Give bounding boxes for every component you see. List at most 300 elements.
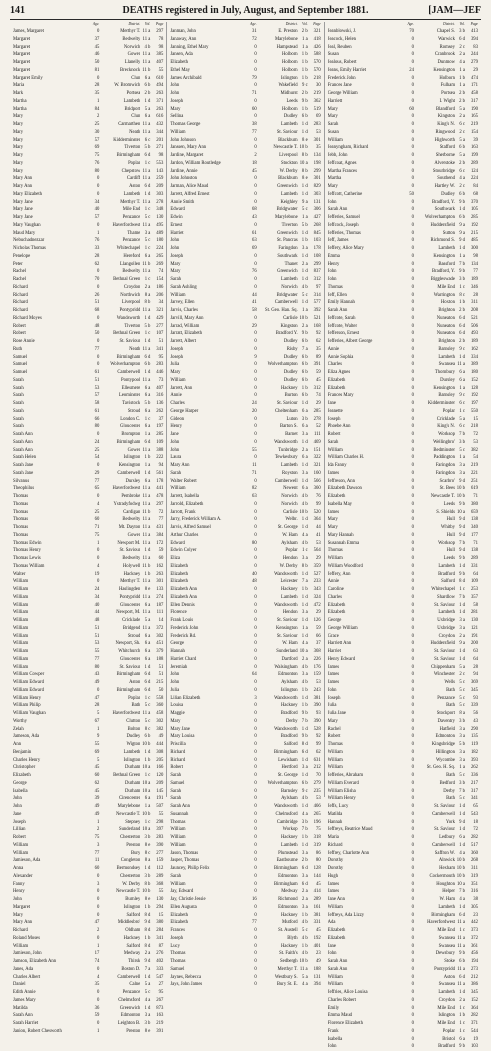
entry-age: 0	[254, 315, 257, 321]
entry-volume: 1 d	[301, 571, 308, 577]
entry-page: 380	[156, 920, 164, 926]
entry-district: Durham	[124, 780, 141, 786]
entry-page: 58	[473, 602, 478, 608]
entry-age: 0	[254, 346, 257, 352]
entry-page: 444	[156, 742, 164, 747]
register-entry	[170, 354, 320, 362]
entry-age: 0	[411, 91, 414, 96]
register-entry	[13, 547, 163, 555]
entry-volume: 8 c	[144, 850, 151, 856]
entry-page: 284	[156, 928, 164, 933]
entry-name: Maria	[13, 83, 25, 89]
entry-page: 201	[156, 137, 164, 143]
entry-page: 521	[470, 315, 478, 321]
entry-district: Norwich	[123, 44, 141, 50]
entry-name: Joseph	[170, 253, 184, 259]
entry-district: S. Shields	[436, 509, 455, 515]
entry-age: 0	[411, 687, 414, 693]
entry-district: Greenwich	[119, 1005, 141, 1011]
entry-volume: 1 c	[144, 207, 151, 213]
entry-district: Leeds	[286, 98, 298, 104]
entry-volume: 1 d	[301, 842, 308, 848]
register-entry	[170, 578, 320, 586]
entry-page: 27	[158, 982, 164, 988]
entry-name: John Johnston	[170, 176, 198, 182]
entry-age: 69	[251, 246, 257, 251]
entry-volume: 5 c	[459, 703, 465, 709]
entry-district: W. Derby	[279, 563, 298, 569]
entry-district: W. Ham	[282, 532, 298, 538]
entry-age: 4	[96, 501, 100, 507]
entry-district: Newport, Sh.	[115, 641, 141, 647]
register-entry	[328, 268, 478, 276]
entry-name: Jamieson, Ada	[13, 858, 41, 864]
entry-volume: 5 a	[459, 106, 465, 112]
entry-district: Daventry	[437, 718, 455, 724]
entry-age: 0	[254, 835, 257, 840]
entry-volume: 2 a	[459, 52, 465, 58]
register-entry	[170, 850, 320, 858]
entry-name: Elizabeth	[170, 579, 189, 585]
entry-district: Southend	[437, 176, 455, 182]
entry-age: 63	[251, 494, 257, 499]
entry-age: 0	[254, 199, 257, 205]
register-entry	[328, 299, 478, 307]
entry-name: Sarah Jane	[13, 463, 34, 468]
entry-page: 290	[470, 726, 478, 732]
entry-name: Thomas William	[13, 563, 45, 569]
entry-volume: 11 a	[142, 269, 151, 275]
entry-volume: 9 c	[302, 788, 308, 794]
entry-volume: 11 a	[142, 711, 151, 716]
entry-volume: 4 b	[301, 796, 308, 802]
entry-volume: 11 a	[142, 176, 151, 182]
entry-volume: 1 a	[144, 463, 151, 468]
entry-district: Liverpool	[279, 153, 298, 158]
entry-district: Merthyr T.	[120, 29, 141, 34]
entry-age: 0	[254, 757, 257, 763]
entry-district: Dewsbury	[435, 951, 455, 957]
entry-district: W. Ham	[439, 897, 455, 902]
register-entry	[13, 90, 163, 98]
entry-page: 198	[313, 160, 321, 166]
entry-volume: 8 e	[144, 897, 151, 902]
register-entry	[170, 671, 320, 679]
register-entry	[328, 834, 478, 842]
register-columns	[10, 22, 481, 1050]
entry-district: Bradford	[280, 734, 298, 740]
entry-name: Charles Robert	[327, 997, 356, 1003]
entry-age: 80	[94, 168, 100, 174]
entry-page: 382	[156, 726, 164, 732]
entry-age: 79	[251, 75, 257, 81]
entry-district: Richmond	[278, 897, 298, 902]
entry-district: Hackney	[280, 912, 298, 918]
entry-district: Camberwell	[274, 300, 298, 306]
entry-age: 39	[94, 796, 100, 802]
entry-page: 233	[313, 579, 321, 585]
register-entry	[170, 764, 320, 772]
entry-volume: 2 b	[301, 29, 308, 34]
entry-page: 72	[473, 432, 478, 437]
entry-name: Jeffery, Alice Mary	[327, 246, 364, 251]
entry-name: Robert	[327, 432, 341, 437]
entry-volume: 5 b	[144, 323, 151, 329]
entry-page: 306	[313, 207, 321, 213]
entry-volume: 5 c	[302, 292, 308, 298]
register-entry	[13, 369, 163, 377]
entry-page: 427	[313, 215, 321, 220]
entry-name: Sarah Ann	[13, 439, 33, 445]
entry-page: 197	[156, 424, 164, 430]
register-entry	[13, 408, 163, 416]
entry-district: Bethnal Green	[113, 331, 141, 337]
entry-volume: 5 c	[144, 215, 151, 220]
register-entry	[170, 361, 320, 369]
entry-age: 0	[411, 261, 414, 267]
register-entry	[328, 981, 478, 989]
entry-age: 76	[94, 160, 100, 166]
entry-age: 0	[411, 114, 414, 120]
register-entry	[13, 222, 163, 230]
register-entry	[328, 237, 478, 245]
entry-page: 317	[470, 98, 478, 104]
entry-volume: 6 a	[144, 75, 151, 81]
entry-volume: 10 b	[456, 494, 465, 499]
register-entry	[13, 276, 163, 284]
entry-page: 93	[473, 695, 478, 701]
entry-age: 0	[411, 269, 414, 275]
entry-district: Eastbourne	[276, 858, 298, 864]
entry-district: Thanet	[284, 261, 298, 267]
entry-page: 120	[156, 773, 164, 778]
register-entry	[170, 888, 320, 896]
entry-age: 0	[411, 703, 414, 709]
entry-volume: 11 a	[457, 935, 465, 941]
entry-age: 0	[411, 920, 414, 926]
entry-age: 0	[411, 246, 414, 251]
entry-name: Rachel	[13, 277, 27, 282]
entry-age: 0	[254, 649, 257, 654]
entry-age: 0	[411, 532, 414, 538]
entry-name: Mary	[327, 114, 338, 120]
entry-name: Margaret	[13, 60, 31, 65]
entry-district: Newport, M.	[116, 610, 141, 616]
entry-age: 2	[96, 928, 100, 933]
register-entry	[13, 873, 163, 881]
entry-age: 43	[251, 215, 257, 220]
entry-name: Henry Edward	[327, 656, 356, 662]
entry-age: 0	[254, 416, 257, 422]
entry-page: 109	[470, 579, 478, 585]
entry-district: Alnwick	[438, 858, 455, 864]
entry-volume: 5 c	[302, 207, 308, 213]
entry-page: 301	[313, 137, 321, 143]
entry-age: 0	[254, 811, 257, 817]
register-entry	[170, 90, 320, 98]
entry-page: 51	[158, 339, 164, 344]
entry-volume: 1 b	[144, 935, 151, 941]
entry-district: Birmingham	[116, 153, 141, 158]
entry-name: Sarah	[13, 401, 24, 406]
entry-age: 0	[411, 153, 414, 158]
entry-age: 51	[94, 633, 100, 639]
entry-page: 390	[313, 718, 321, 724]
entry-name: Jane Ann	[327, 897, 345, 902]
entry-name: Thomas	[327, 284, 343, 290]
entry-page: 243	[313, 687, 321, 693]
entry-district: Newcastle T.	[116, 889, 141, 895]
entry-district: Walsingham	[274, 664, 298, 670]
entry-district: Edmonton	[120, 1013, 141, 1019]
entry-volume: 1 d	[301, 191, 308, 197]
entry-district: Kidderminster	[427, 401, 455, 406]
entry-age: 77	[94, 656, 100, 662]
entry-name: Jeffcote, Sarah	[327, 315, 356, 321]
register-entry	[13, 261, 163, 269]
entry-page: 285	[156, 432, 164, 437]
entry-volume: 11 a	[142, 494, 151, 499]
register-entry	[13, 59, 163, 67]
register-entry	[328, 307, 478, 315]
register-entry	[170, 532, 320, 540]
register-entry	[13, 183, 163, 191]
entry-district: Brecknock	[120, 67, 141, 73]
entry-district: Camberwell	[432, 811, 455, 817]
entry-age: 0	[96, 1021, 100, 1026]
register-entry	[13, 788, 163, 796]
entry-age: 0	[254, 982, 257, 988]
entry-district: Greenwich	[277, 269, 298, 275]
entry-volume: 9 d	[459, 238, 465, 244]
entry-volume: 3 a	[302, 610, 308, 616]
entry-page: 92	[315, 734, 321, 740]
entry-volume: 1 b	[301, 52, 308, 58]
entry-name: Peter	[13, 261, 23, 267]
entry-age: 0	[411, 60, 414, 65]
register-entry	[328, 811, 478, 819]
entry-name: William Philip	[13, 703, 41, 709]
entry-name: Emma	[327, 253, 340, 259]
entry-age: 0	[254, 866, 257, 871]
entry-name: Mary Jane	[13, 199, 33, 205]
entry-page: 456	[470, 951, 478, 957]
entry-age: 0	[254, 439, 257, 445]
entry-page: 130	[470, 618, 478, 623]
entry-district: Blyth	[287, 935, 298, 941]
district-heading: District.	[443, 22, 455, 26]
entry-page: 388	[156, 447, 164, 453]
entry-age: 61	[94, 408, 100, 414]
register-entry	[170, 571, 320, 579]
entry-name: Susan	[327, 129, 339, 135]
entry-age: 0	[411, 935, 414, 941]
entry-volume: 10 b	[456, 486, 465, 492]
entry-name: Martha	[13, 106, 27, 112]
entry-district: Birmingham	[431, 912, 455, 918]
register-entry	[13, 330, 163, 338]
entry-district: Sedbergh	[280, 959, 298, 964]
entry-page: 208	[470, 308, 478, 313]
entry-age: 0	[254, 393, 257, 399]
entry-page: 76	[315, 494, 321, 499]
register-entry	[13, 702, 163, 710]
entry-age: 81	[94, 67, 100, 73]
entry-page: 373	[470, 928, 478, 933]
register-entry	[328, 679, 478, 687]
register-entry	[328, 82, 478, 90]
register-entry	[13, 989, 163, 997]
entry-page: 89	[315, 354, 321, 360]
entry-volume: 4 a	[302, 641, 308, 647]
entry-name: Samuel	[170, 966, 185, 972]
entry-district: Wigton	[126, 742, 141, 747]
register-entry	[170, 59, 320, 67]
entry-name: Margaret	[13, 52, 31, 58]
register-entry	[328, 912, 478, 920]
entry-age: 0	[96, 494, 100, 499]
entry-volume: 1 d	[459, 602, 465, 608]
entry-volume: 5 c	[459, 687, 465, 693]
entry-page: 160	[313, 470, 321, 476]
entry-name: William	[170, 486, 186, 492]
entry-name: Janion, Robert Chesworth	[13, 1028, 62, 1034]
entry-volume: 1 d	[301, 439, 308, 445]
entry-district: Gloucester	[120, 424, 141, 430]
register-entry	[13, 354, 163, 362]
entry-name: Jefferies, Samuel	[327, 215, 360, 220]
entry-volume: 1 d	[144, 470, 151, 476]
entry-name: James	[327, 889, 340, 895]
entry-volume: 8 e	[302, 137, 308, 143]
entry-volume: 1 b	[301, 912, 308, 918]
entry-district: Portsea	[126, 91, 141, 96]
entry-name: Thomas Edwin	[13, 540, 42, 546]
entry-volume: 1 d	[301, 230, 308, 236]
register-entry	[328, 485, 478, 493]
register-entry	[13, 1020, 163, 1028]
entry-volume: 1 b	[301, 60, 308, 65]
entry-volume: 1 d	[301, 757, 308, 763]
entry-district: Wandsworth	[116, 315, 141, 321]
register-entry	[13, 857, 163, 865]
entry-age: 0	[411, 897, 414, 902]
register-entry	[13, 981, 163, 989]
entry-name: Maria	[327, 835, 339, 840]
entry-page: 37	[158, 416, 164, 422]
register-entry	[328, 152, 478, 160]
entry-volume: 1 a	[144, 432, 151, 437]
entry-page: 507	[156, 804, 164, 809]
entry-age: 0	[411, 959, 414, 964]
entry-page: 218	[470, 424, 478, 430]
entry-page: 182	[470, 749, 478, 755]
entry-district: Whitechapel	[116, 246, 141, 251]
entry-district: Faringdon	[278, 246, 298, 251]
entry-volume: 2 b	[459, 308, 465, 313]
register-entry	[13, 950, 163, 958]
entry-page: 334	[470, 354, 478, 360]
entry-age: 0	[411, 44, 414, 50]
entry-district: Brompton	[121, 432, 141, 437]
entry-page: 73	[158, 377, 164, 383]
entry-page: 145	[156, 788, 164, 794]
entry-volume: 8 d	[144, 912, 151, 918]
entry-district: Norwich	[281, 284, 298, 290]
entry-page: 107	[156, 331, 164, 337]
register-entry	[328, 857, 478, 865]
entry-age: 0	[411, 850, 414, 856]
entry-age: 63	[251, 238, 257, 244]
entry-name: William Edward	[13, 680, 44, 685]
entry-name: Janes, Ada	[13, 966, 34, 972]
entry-page: 281	[470, 610, 478, 616]
entry-district: St. Saviour	[434, 804, 455, 809]
entry-age: 0	[254, 974, 257, 980]
entry-district: Lambeth	[438, 610, 455, 616]
entry-district: St. Saviour	[434, 827, 455, 833]
entry-page: 95	[158, 990, 164, 995]
entry-name: Janning, Ethel Mary	[170, 44, 209, 50]
entry-volume: 9 b	[301, 98, 308, 104]
entry-district: St. Saviour	[276, 618, 298, 623]
register-entry	[170, 284, 320, 292]
entry-name: William	[13, 664, 29, 670]
entry-age: 0	[96, 579, 100, 585]
entry-age: 11	[94, 858, 100, 864]
entry-volume: 1 d	[301, 804, 308, 809]
register-entry	[328, 578, 478, 586]
register-entry	[328, 478, 478, 486]
entry-age: 0	[411, 866, 414, 871]
entry-page: 165	[470, 114, 478, 120]
entry-name: Laura	[170, 455, 182, 461]
page-number: 141	[10, 5, 25, 16]
entry-name: Richard Moyes	[13, 315, 42, 321]
entry-age: 29	[94, 470, 100, 476]
entry-name: William Charles H.	[327, 455, 365, 461]
entry-volume: 2 b	[459, 98, 465, 104]
entry-page: 75	[315, 827, 321, 833]
register-entry	[13, 199, 163, 207]
entry-volume: 3 b	[459, 718, 465, 724]
entry-page: 189	[470, 339, 478, 344]
entry-age: 61	[94, 370, 100, 375]
entry-name: Richard	[13, 308, 28, 313]
entry-name: Jeffries, Alice Louisa	[327, 990, 368, 995]
entry-volume: 6 a	[144, 424, 151, 430]
entry-page: 386	[470, 982, 478, 988]
entry-name: Priscilla	[170, 742, 186, 747]
entry-name: Thomas	[170, 951, 186, 957]
entry-name: John	[170, 447, 180, 453]
entry-age: 0	[254, 765, 257, 771]
entry-district: Scarbro'	[439, 478, 455, 484]
register-entry	[13, 943, 163, 951]
entry-page: 192	[470, 393, 478, 399]
entry-name: Elizabeth Ann	[170, 594, 198, 600]
entry-district: Poplar	[285, 548, 298, 554]
entry-district: Lambeth	[280, 594, 298, 600]
entry-district: Bermondsey	[116, 866, 141, 871]
entry-name: William	[13, 842, 29, 848]
entry-age: 0	[411, 711, 414, 716]
register-entry	[328, 850, 478, 858]
entry-age: 0	[411, 556, 414, 561]
entry-volume: 6 c	[144, 137, 151, 143]
entry-name: Thomas	[170, 819, 186, 825]
entry-volume: 9 b	[459, 556, 465, 561]
